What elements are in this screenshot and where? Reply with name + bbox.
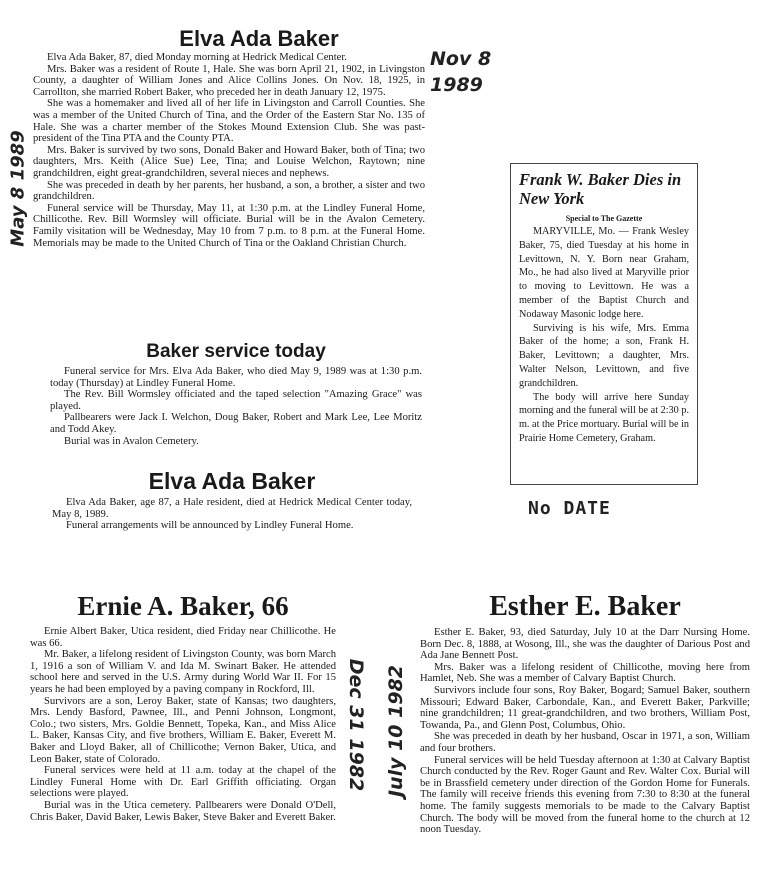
paragraph: Funeral arrangements will be announced by Lindley Funeral Home. — [66, 520, 354, 532]
paragraph: Pallbearers were Jack I. Welchon, Doug Baker, Robert and Mark Lee, Lee Moritz and Todd Akey. — [50, 412, 422, 435]
headline: Elva Ada Baker — [148, 468, 316, 494]
obituary-elva-ada-baker — [33, 26, 425, 326]
headline: Ernie A. Baker, 66 — [77, 591, 289, 621]
paragraph: Funeral services were held at 11 a.m. today at the chapel of the Lindley Funeral Home with Dr. Earl Griffith officiating. Organ selections were played. — [30, 765, 336, 800]
paragraph: The body will arrive here Sunday morning and the funeral will be at 2:30 p. m. at the Price mortuary. Burial will be in Prairie Home Cemetery, Graham. — [519, 391, 689, 444]
paragraph: Elva Ada Baker, 87, died Monday morning at Hedrick Medical Center. — [47, 52, 347, 63]
paragraph: Survivors include four sons, Roy Baker, Bogard; Samuel Baker, southern Missouri; Edward Baker, Carbondale, Kan., and Everett Baker, Parkville; nine grandchildren; 11 great-grandchildren, and two brothers, William Post, Towanda, Pa., and Glenn Post, Columbus, Ohio. — [420, 684, 750, 731]
paragraph: Burial was in the Utica cemetery. Pallbearers were Donald O'Dell, Chris Baker, David Baker, Lewis Baker, Steve Baker and Everett Baker. — [30, 799, 336, 823]
paragraph: Mrs. Baker was a resident of Route 1, Hale. She was born April 21, 1902, in Livingston County, a daughter of William Jones and Alice Collins Jones. On Nov. 18, 1925, in Carrollton, she married Robert Baker, who preceded her in death January 12, 1975. — [33, 63, 425, 98]
obituary-frank-w-baker — [510, 163, 698, 485]
handwritten-date-july-10-1982: July 10 1982 — [385, 664, 408, 798]
paragraph: The Rev. Bill Wormsley officiated and the taped selection "Amazing Grace" was played. — [50, 389, 422, 412]
paragraph: Funeral service for Mrs. Elva Ada Baker, who died May 9, 1989 was at 1:30 p.m. today (Thursday) at Lindley Funeral Home. — [50, 366, 422, 389]
handwritten-no-date: No DATE — [528, 498, 611, 519]
paragraph: Funeral services will be held Tuesday afternoon at 1:30 at Calvary Baptist Church conducted by the Rev. Roger Gaunt and Rev. Walter Cox. Burial will be in Brassfield cemetery under direction of the Gordon Home for Funerals. The family will receive friends this evening from 7:30 to 8:30 at the funeral home. The family suggests memorials to be made to the Calvary Baptist Church. The body will be moved from the funeral home to the church at 12 noon Tuesday. — [420, 754, 750, 836]
paragraph: Mrs. Baker is survived by two sons, Donald Baker and Howard Baker, both of Tina; two daughters, Mrs. Keith (Alice Sue) Lee, Tina; and Louise Welchon, Raytown; nine grandchildren, eight great-grandchildren, several nieces and nephews. — [33, 144, 425, 179]
obituary-baker-service-today — [50, 340, 422, 448]
headline: Frank W. Baker Dies in New York — [519, 170, 682, 208]
headline: Elva Ada Baker — [179, 26, 339, 51]
paragraph: Mrs. Baker was a lifelong resident of Chillicothe, moving here from Hamlet, Neb. She was a member of Calvary Baptist Church. — [420, 661, 750, 685]
paragraph: Surviving is his wife, Mrs. Emma Baker of the home; a son, Frank H. Baker, Levittown; a daughter, Mrs. Walter Nelson, Levittown, and five grandchildren. — [519, 322, 689, 389]
obituary-ernie-a-baker — [30, 590, 336, 882]
handwritten-date-nov-8-1989: Nov 8 1989 — [430, 48, 492, 96]
headline: Baker service today — [146, 341, 326, 362]
paragraph: Mr. Baker, a lifelong resident of Livingston County, was born March 1, 1916 a son of William V. and Ida M. Swinart Baker. He attended school here and served in the U.S. Army during World War II. For 15 years he had been employed by a paving company in Rockford, Ill. — [30, 649, 336, 695]
paragraph: Survivors are a son, Leroy Baker, state of Kansas; two daughters, Mrs. Lendy Basford, Pawnee, Ill., and Penni Johnson, Longmont, Colo.; two sisters, Mrs. Goldie Bennett, Topeka, Kan., and Miss Alice L. Baker, Kansas City, and five brothers, William E. Baker, Everett M. Baker and Lloyd Baker, all of Chillicothe; Vernon Baker, Utica, and Leon Baker, state of Colorado. — [30, 695, 336, 765]
paragraph: She was preceded in death by her husband, Oscar in 1971, a son, William and four brothers. — [420, 731, 750, 754]
paragraph: Ernie Albert Baker, Utica resident, died Friday near Chillicothe. He was 66. — [30, 626, 336, 649]
obituary-esther-e-baker — [420, 590, 750, 892]
handwritten-date-may-8-1989: May 8 1989 — [7, 130, 29, 247]
handwritten-date-dec-31-1982: Dec 31 1982 — [345, 658, 368, 792]
dateline: Special to The Gazette — [565, 214, 643, 223]
paragraph: Elva Ada Baker, age 87, a Hale resident, died at Hedrick Medical Center today, May 8, 1989. — [52, 497, 412, 520]
obituary-elva-ada-baker-short — [52, 467, 412, 543]
paragraph: She was preceded in death by her parents, her husband, a son, a brother, a sister and two grandchildren. — [33, 179, 425, 203]
paragraph: Funeral service will be Thursday, May 11, at 1:30 p.m. at the Lindley Funeral Home, Chillicothe. Rev. Bill Wormsley will officiate. Burial will be in the Avalon Cemetery. Family visitation will be Wednesday, May 10 from 7 p.m. to 8 p.m. at the Funeral Home. Memorials may be made to the United Church of Tina or the Oakland Christian Church. — [33, 202, 425, 249]
paragraph: MARYVILLE, Mo. — Frank Wesley Baker, 75, died Tuesday at his home in Levittown, N. Y. Born near Graham, Mo., he had also lived at Maryville prior to moving to Levittown. He was a member of the Baptist Church and Nodaway Masonic lodge here. — [519, 226, 689, 320]
paragraph: Esther E. Baker, 93, died Saturday, July 10 at the Darr Nursing Home. Born Dec. 8, 1888, at Wosong, Ill., she was the daughter of Darious Post and Ada Jane Bennett Post. — [420, 627, 750, 662]
paragraph: Burial was in Avalon Cemetery. — [64, 435, 199, 447]
headline: Esther E. Baker — [489, 591, 681, 622]
paragraph: She was a homemaker and lived all of her life in Livingston and Carroll Counties. She was a member of the United Church of Tina, and the Order of the Eastern Star No. 135 of Hale. She was a charter member of the Stokes Mound Extension Club. She was past-president of the Tina PTA and the County PTA. — [33, 98, 425, 145]
